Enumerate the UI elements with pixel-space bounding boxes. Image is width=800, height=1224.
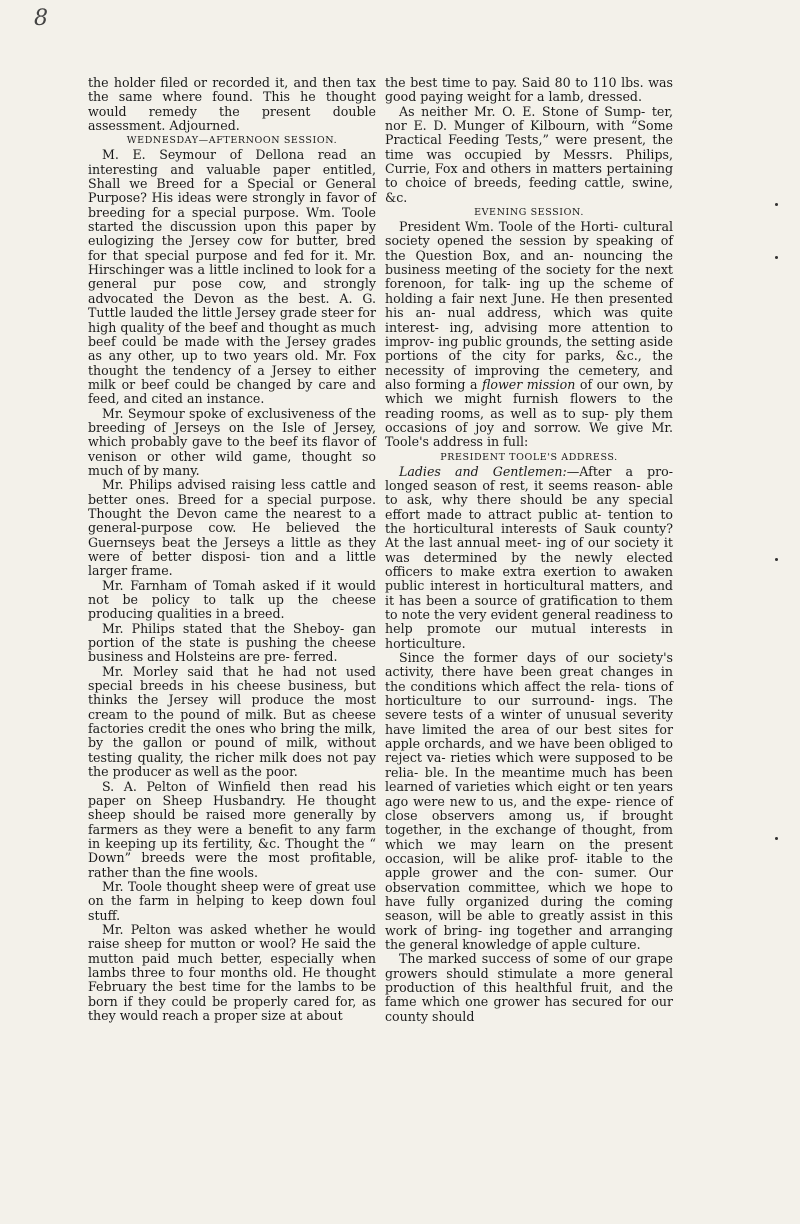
margin-mark [775,203,778,206]
left-paragraph-10: Mr. Pelton was asked whether he would raise sheep for mutton or wool? He said the mutton paid much better, especially when lambs three to four months old. He thought February the best time for the lambs to be born if they could be properly cared for, as they would reach a proper size at about [88,921,376,1023]
right-paragraph-3 [385,220,673,450]
margin-mark [775,837,778,840]
left-paragraph-2: M. E. Seymour of Dellona read an interesting and valuable paper entitled, Shall we Breed for a Special or General Purpose? His ideas were strongly in favor of breeding for a special purpose. Wm. Toole started the discussion upon this paper by eulogizing the Jersey cow for butter, bred for that special purpose and fed for it. Mr. Hirschinger was a little inclined to look for a general pur pose cow, and strongly advocated the Devon as the best. A. G. Tuttle lauded the little Jersey grade steer for high quality of the beef and thought as much beef could be made with the Jersey grades as any other, up to two years old. Mr. Fox thought the tendency of a Jersey to either milk or beef could be changed by care and feed, and cited an instance. [88,147,376,407]
right-column [385,76,673,1024]
left-paragraph-4: Mr. Philips advised raising less cattle and better ones. Breed for a special purpose. Thought the Devon came the nearest to a general-purpose cow. He believed the Guernseys beat the Jerseys a little as they were of better disposi- tion and a little larger frame. [88,477,376,579]
right-paragraph-6: The marked success of some of our grape growers should stimulate a more general production of this healthful fruit, and the fame which one grower has secured for our county should [385,951,673,1024]
right-paragraph-1: the best time to pay. Said 80 to 110 lbs. was good paying weight for a lamb, dressed. [385,75,673,105]
margin-mark [775,558,778,561]
left-paragraph-3: Mr. Seymour spoke of exclusiveness of the breeding of Jerseys on the Isle of Jersey, which probably gave to the beef its flavor of venison or other wild game, thought so much of by many. [88,405,376,478]
afternoon-session-heading: WEDNESDAY—AFTERNOON SESSION. [126,135,338,147]
evening-session-heading: EVENING SESSION. [474,207,584,219]
right-paragraph-4 [385,465,673,651]
left-column [88,76,376,1023]
left-paragraph-5: Mr. Farnham of Tomah asked if it would not be policy to talk up the cheese producing qualities in a breed. [88,577,376,622]
right-paragraph-3-start: President Wm. Toole of the Horti- cultural society opened the session by speaking of the Question Box, and an- nouncing the business meeting of the society for the next forenoon, for talk- ing up the scheme of holding a fair next June. He then presented his an- nual address, which was quite interest- ing, advising more attention to improv- ing public grounds, the setting aside portions of the city for parks, &c., the necessity of improving the cemetery, and also forming a [385,219,673,392]
right-paragraph-4-body: —After a pro- longed season of rest, it seems reason- able to ask, why there should be any special effort made to attract public at- tention to the horticultural interests of Sauk county? At the last annual meet- ing of our society it was determined by the newly elected officers to make extra exertion to awaken public interest in horticultural matters, and it has been a source of gratification to them to note the very evident general readiness to help promote our mutual interests in horticulture. [385,463,673,651]
left-paragraph-1: the holder filed or recorded it, and then tax the same where found. This he thought would remedy the present double assessment. Adjourned. [88,75,376,134]
page-number: 8 [34,6,48,31]
margin-mark [775,256,778,259]
left-paragraph-7: Mr. Morley said that he had not used special breeds in his cheese business, but thinks the Jersey will produce the most cream to the pound of milk. But as cheese factories credit the ones who bring the milk, by the gallon or pound of milk, without testing quality, the richer milk does not pay the producer as well as the poor. [88,663,376,780]
left-paragraph-6: Mr. Philips stated that the Sheboy- gan portion of the state is pushing the cheese business and Holsteins are pre- ferred. [88,620,376,665]
right-paragraph-3-end: of our own, by which we might furnish flowers to the reading rooms, as well as to sup- ply them occasions of joy and sorrow. We give Mr. Toole's address in full: [385,376,673,450]
salutation-italic: Ladies and Gentlemen: [399,463,567,479]
left-paragraph-9: Mr. Toole thought sheep were of great use on the farm in helping to keep down foul stuff. [88,878,376,923]
right-paragraph-2: As neither Mr. O. E. Stone of Sump- ter, nor E. D. Munger of Kilbourn, with “Some Practical Feeding Tests,” were present, the time was occupied by Messrs. Philips, Currie, Fox and others in matters pertaining to choice of breeds, feeding cattle, swine, &c. [385,103,673,205]
flower-mission-italic: flower mission [482,376,576,392]
left-paragraph-8: S. A. Pelton of Winfield then read his paper on Sheep Husbandry. He thought sheep should be raised more generally by farmers as they were a benefit to any farm in keeping up its fertility, &c. Thought the “ Down” breeds were the most profitable, rather than the fine wools. [88,778,376,880]
president-address-heading: PRESIDENT TOOLE'S ADDRESS. [440,451,618,463]
right-paragraph-5: Since the former days of our society's activity, there have been great changes in the conditions which affect the rela- tions of horticulture to our surround- ings. The severe tests of a winter of unusual severity have limited the area of our best sites for apple orchards, and we have been obliged to reject va- rieties which were supposed to be relia- ble. In the meantime much has been learned of varieties which eight or ten years ago were new to us, and the expe- rience of close observers among us, if brought together, in the exchange of thought, from which we may learn on the present occasion, will be alike prof- itable to the apple grower and the con- sumer. Our observation committee, which we hope to have fully organized during the coming season, will be able to greatly assist in this work of bring- ing together and arranging the general knowledge of apple culture. [385,650,673,952]
